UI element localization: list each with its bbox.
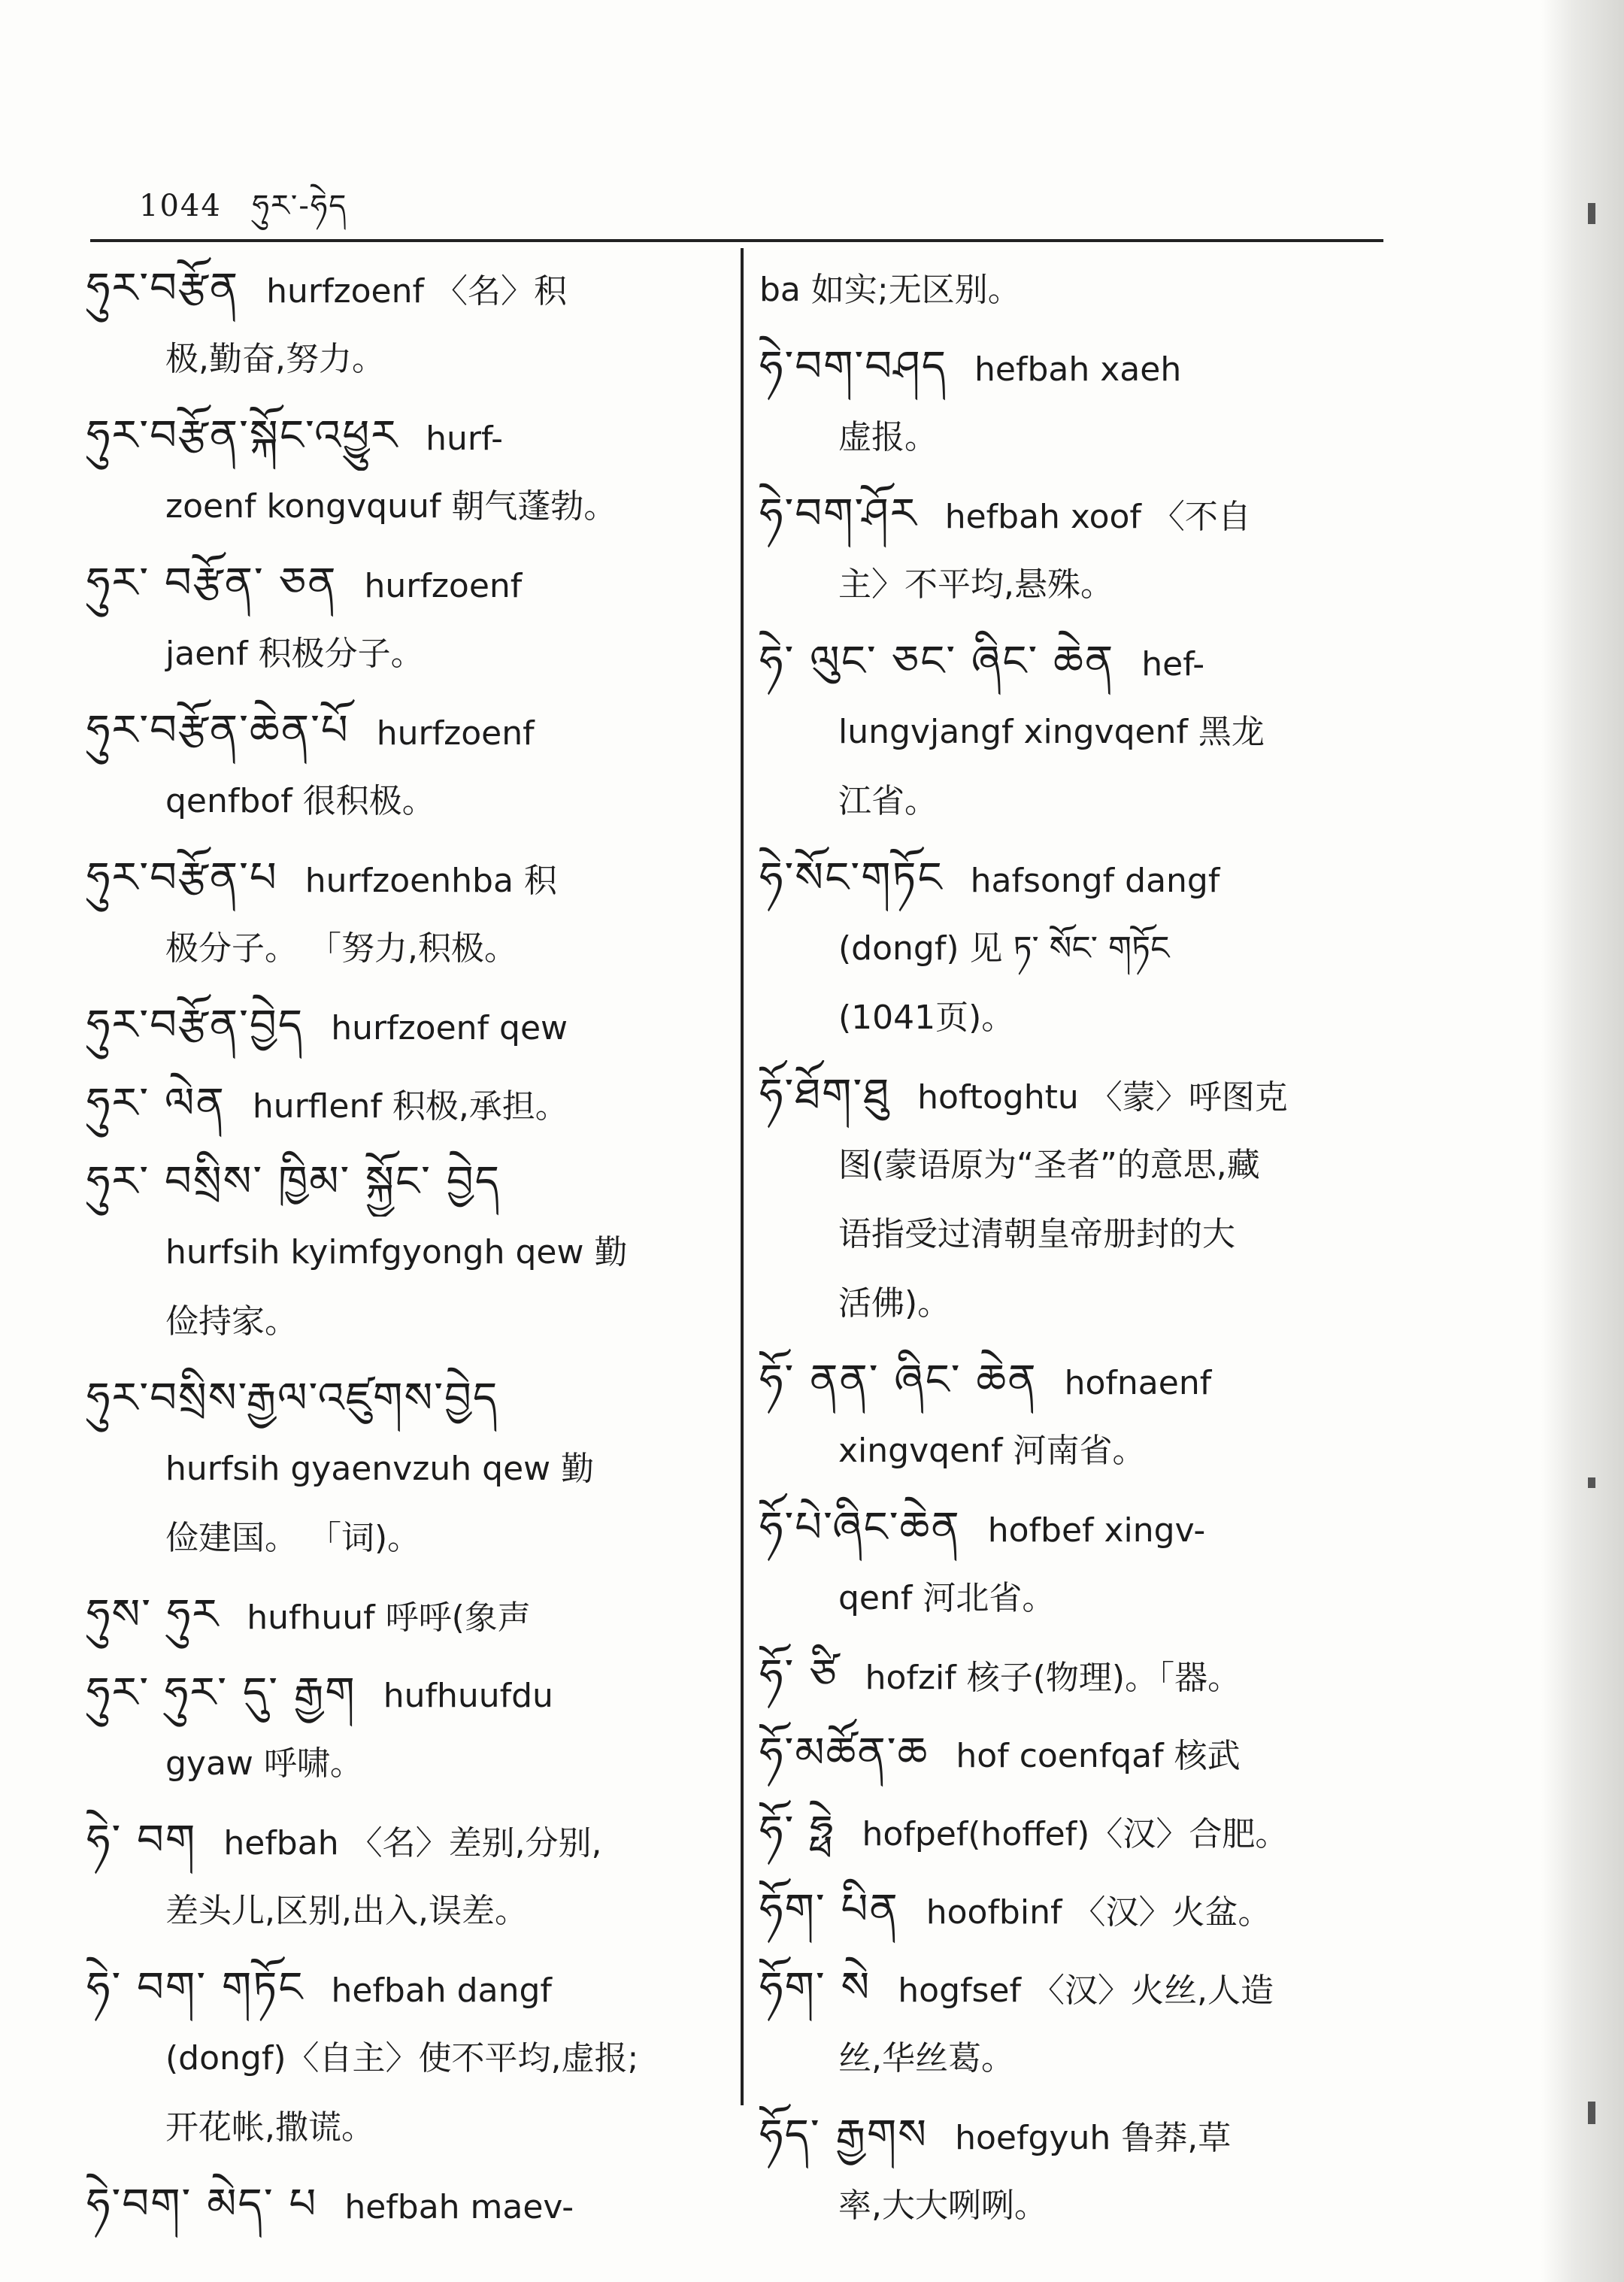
definition-continuation: (dongf)〈自主〉使不平均,虚报;: [165, 2039, 639, 2077]
headword-tibetan: ཧོ་ཐོག་ཐུ: [759, 1070, 891, 1119]
dictionary-entry: [759, 1060, 1391, 1337]
entry-line: [86, 1806, 710, 1875]
scan-mark: [1588, 1477, 1595, 1488]
definition-first-line: ba 如实;无区别。: [759, 271, 1021, 309]
definition-first-line: hufhuufdu: [383, 1677, 553, 1715]
definition-continuation: jaenf 积极分子。: [165, 635, 424, 673]
definition-continuation: qenf 河北省。: [838, 1579, 1056, 1617]
definition-continuation: 虚报。: [838, 418, 938, 456]
column-divider: [741, 248, 744, 2105]
definition-continuation: hurfsih kyimfgyongh qew 勤: [165, 1233, 628, 1271]
definition-first-line: hurfzoenf 〈名〉积: [266, 272, 567, 311]
entry-line: [759, 2170, 1391, 2239]
entry-line: [759, 402, 1391, 471]
dictionary-entry: [759, 1953, 1391, 2092]
entry-line: [86, 1147, 710, 1217]
guide-words: ཧུར་-ཧེད: [252, 189, 348, 223]
definition-first-line: hefbah xaeh: [974, 350, 1182, 389]
dictionary-entry: [759, 2101, 1391, 2239]
entry-line: [759, 332, 1391, 402]
entry-line: [86, 1953, 710, 2023]
entry-line: [759, 549, 1391, 618]
definition-first-line: hefbah dangf: [331, 1971, 552, 2010]
definition-continuation: 极分子。 「努力,积极。: [165, 929, 517, 968]
scan-mark: [1588, 2102, 1595, 2124]
headword-tibetan: ཧུར་བརྩོན་ཆེན་པོ: [86, 706, 350, 755]
definition-first-line: hufhuuf 呼呼(象声: [247, 1599, 531, 1637]
entry-line: [759, 982, 1391, 1051]
definition-first-line: hurfzoenf: [364, 567, 523, 605]
entry-line: [86, 913, 710, 982]
dictionary-entry: [86, 254, 710, 392]
dictionary-entry: [86, 844, 710, 982]
entry-line: [86, 844, 710, 913]
headword-tibetan: ཧོག་ པིན: [759, 1885, 899, 1934]
definition-first-line: hurfzoenf qew: [331, 1009, 568, 1047]
definition-first-line: hoefgyuh 鲁莽,草: [955, 2119, 1232, 2157]
entry-line: [86, 765, 710, 835]
definition-continuation: 江省。: [838, 782, 938, 820]
entry-line: [759, 696, 1391, 765]
definition-continuation: hurfsih gyaenvzuh qew 勤: [165, 1450, 595, 1488]
entry-line: [759, 1199, 1391, 1268]
definition-first-line: hefbah 〈名〉差别,分别,: [223, 1824, 602, 1862]
headword-tibetan: ཧོ་པེ་ཞིང་ཆེན: [759, 1503, 961, 1552]
entry-line: [86, 696, 710, 765]
definition-continuation: (1041页)。: [838, 999, 1015, 1037]
dictionary-entry: [86, 1580, 710, 1650]
definition-continuation: 俭持家。: [165, 1302, 298, 1341]
dictionary-entry: [759, 1875, 1391, 1944]
entry-line: [759, 765, 1391, 835]
entry-line: [86, 1433, 710, 1502]
headword-tibetan: ཧོ་མཚོན་ཆ: [759, 1729, 929, 1777]
definition-continuation: 极,勤奋,努力。: [165, 340, 385, 378]
dictionary-entry: [759, 844, 1391, 1051]
definition-first-line: hoftoghtu 〈蒙〉呼图克: [917, 1078, 1288, 1117]
headword-tibetan: ཧུར་ བསྲིས་ ཁྱིམ་ སྐྱོང་ བྱེད: [86, 1157, 501, 1206]
headword-tibetan: ཧེ་ བག་ གཏོང: [86, 1963, 304, 2012]
definition-continuation: 差头儿,区别,出入,误差。: [165, 1892, 528, 1930]
dictionary-entry: [86, 1364, 710, 1571]
entry-line: [86, 2023, 710, 2092]
definition-continuation: xingvqenf 河南省。: [838, 1432, 1146, 1470]
definition-first-line: hogfsef 〈汉〉火丝,人造: [898, 1971, 1274, 2010]
definition-continuation: gyaw 呼啸。: [165, 1744, 363, 1783]
entry-line: [759, 1797, 1391, 1866]
right-column: [759, 254, 1391, 2248]
dictionary-entry: [86, 402, 710, 540]
dictionary-entry: [86, 1147, 710, 1355]
header-rule: [90, 239, 1383, 242]
entry-line: [759, 1719, 1391, 1788]
entry-line: [759, 627, 1391, 696]
headword-tibetan: ཧེ་བག་བཤད: [759, 342, 948, 391]
entry-line: [759, 913, 1391, 982]
entry-line: [759, 2023, 1391, 2092]
headword-tibetan: ཧེ་བག་ཤོར: [759, 489, 918, 538]
definition-continuation: 开花帐,撒谎。: [165, 2108, 374, 2147]
definition-continuation: 活佛)。: [838, 1284, 951, 1323]
dictionary-entry: [86, 991, 710, 1060]
entry-line: [759, 254, 1391, 323]
headword-tibetan: ཧེ་སོང་གཏོང: [759, 853, 944, 902]
definition-continuation: qenfbof 很积极。: [165, 782, 435, 820]
entry-line: [759, 1346, 1391, 1415]
definition-first-line: hefbah xoof 〈不自: [944, 498, 1251, 536]
page-number: 1044: [139, 189, 222, 223]
scan-mark: [1588, 203, 1595, 224]
definition-first-line: hurfzoenhba 积: [304, 862, 557, 900]
headword-tibetan: ཧོད་ རྒྱགས: [759, 2111, 929, 2159]
definition-continuation: 丝,华丝葛。: [838, 2039, 1014, 2077]
headword-tibetan: ཧུར་ ལེན: [86, 1079, 226, 1128]
entry-line: [86, 618, 710, 687]
definition-first-line: hoofbinf 〈汉〉火盆。: [926, 1893, 1271, 1932]
entry-line: [86, 2092, 710, 2161]
entry-line: [759, 1268, 1391, 1337]
dictionary-entry: [86, 1069, 710, 1138]
headword-tibetan: ཧུས་ ཧུར: [86, 1590, 220, 1639]
headword-tibetan: ཧེ་བག་ མེད་ པ: [86, 2180, 318, 2229]
page-header: [139, 171, 347, 256]
entry-line: [86, 1069, 710, 1138]
headword-tibetan: ཧུར་བརྩོན: [86, 264, 240, 313]
entry-line: [86, 549, 710, 618]
definition-first-line: hofnaenf: [1064, 1364, 1212, 1402]
entry-line: [86, 402, 710, 471]
definition-first-line: hofbef xingv-: [987, 1511, 1206, 1550]
headword-tibetan: ཧེ་ བག: [86, 1816, 197, 1865]
entry-line: [759, 1641, 1391, 1710]
definition-first-line: hofzif 核子(物理)。「器。: [865, 1659, 1241, 1697]
entry-line: [86, 1728, 710, 1797]
entry-line: [86, 254, 710, 323]
entry-line: [86, 1217, 710, 1286]
definition-first-line: hurfzoenf: [376, 714, 535, 753]
headword-tibetan: ཧེ་ ལུང་ ཅང་ ཞིང་ ཆེན: [759, 637, 1115, 686]
dictionary-entry: [759, 1641, 1391, 1710]
dictionary-entry: [86, 1806, 710, 1944]
definition-first-line: hof coenfqaf 核武: [956, 1737, 1241, 1775]
dictionary-entry: [759, 627, 1391, 835]
entry-line: [759, 480, 1391, 549]
dictionary-entry: [759, 1797, 1391, 1866]
dictionary-entry: [759, 480, 1391, 618]
entry-line: [86, 471, 710, 540]
entry-line: [86, 1875, 710, 1944]
definition-first-line: hafsongf dangf: [970, 862, 1220, 900]
dictionary-entry: [86, 1659, 710, 1797]
headword-tibetan: ཧུར་ བརྩོན་ ཅན: [86, 559, 338, 608]
headword-tibetan: ཧུར་ ཧུར་ དུ་ རྒྱག: [86, 1668, 356, 1717]
dictionary-entry: [759, 1493, 1391, 1632]
headword-tibetan: ཧོ་ ཧྥེ: [759, 1807, 835, 1856]
dictionary-entry: [759, 332, 1391, 471]
entry-line: [86, 1286, 710, 1355]
headword-tibetan: ཧུར་བརྩོན་བྱེད: [86, 1001, 304, 1050]
entry-line: [86, 1502, 710, 1571]
dictionary-entry: [759, 1346, 1391, 1484]
entry-line: [759, 1875, 1391, 1944]
entry-line: [759, 1415, 1391, 1484]
entry-line: [86, 1364, 710, 1433]
dictionary-entry: [86, 549, 710, 687]
definition-continuation: 语指受过清朝皇帝册封的大: [838, 1215, 1235, 1253]
entry-line: [759, 2101, 1391, 2170]
headword-tibetan: ཧོག་ སེ: [759, 1963, 871, 2012]
entry-line: [86, 323, 710, 392]
entry-line: [86, 2170, 710, 2239]
dictionary-entry: [86, 1953, 710, 2161]
dictionary-entry: [86, 696, 710, 835]
entry-line: [86, 991, 710, 1060]
headword-tibetan: ཧོ་ ཙི: [759, 1650, 838, 1699]
headword-tibetan: ཧོ་ ནན་ ཞིང་ ཆེན: [759, 1356, 1038, 1405]
definition-continuation: 主〉不平均,悬殊。: [838, 565, 1113, 604]
definition-continuation: 率,大大咧咧。: [838, 2187, 1047, 2225]
left-column: [86, 254, 710, 2248]
definition-first-line: hurflenf 积极,承担。: [252, 1087, 568, 1126]
dictionary-entry: [86, 2170, 710, 2239]
entry-line: [86, 1659, 710, 1728]
headword-tibetan: ཧུར་བརྩོན་སྐོང་འཕྱུར: [86, 411, 399, 460]
definition-continuation: 图(蒙语原为“圣者”的意思,藏: [838, 1146, 1260, 1184]
page-edge-shadow: [1541, 0, 1624, 2282]
entry-line: [759, 1060, 1391, 1129]
entry-line: [759, 1129, 1391, 1199]
entry-line: [86, 1580, 710, 1650]
entry-line: [759, 1493, 1391, 1562]
definition-continuation: 俭建国。 「词)。: [165, 1519, 421, 1557]
entry-line: [759, 1562, 1391, 1632]
definition-first-line: hurf-: [426, 420, 503, 458]
headword-tibetan: ཧུར་བརྩོན་པ: [86, 853, 278, 902]
definition-first-line: hefbah maev-: [344, 2188, 574, 2226]
definition-continuation: (dongf) 见 ཏ་ སོང་ གཏོང: [838, 929, 1170, 968]
dictionary-entry: [759, 1719, 1391, 1788]
entry-line: [759, 1953, 1391, 2023]
dictionary-entry: [759, 254, 1391, 323]
entry-line: [759, 844, 1391, 913]
headword-tibetan: ཧུར་བསྲིས་རྒྱལ་འཛུགས་བྱེད: [86, 1374, 499, 1423]
definition-continuation: lungvjangf xingvqenf 黑龙: [838, 713, 1265, 751]
definition-first-line: hef-: [1141, 645, 1205, 683]
definition-continuation: zoenf kongvquuf 朝气蓬勃。: [165, 487, 617, 526]
definition-first-line: hofpef(hoffef)〈汉〉合肥。: [862, 1815, 1289, 1853]
